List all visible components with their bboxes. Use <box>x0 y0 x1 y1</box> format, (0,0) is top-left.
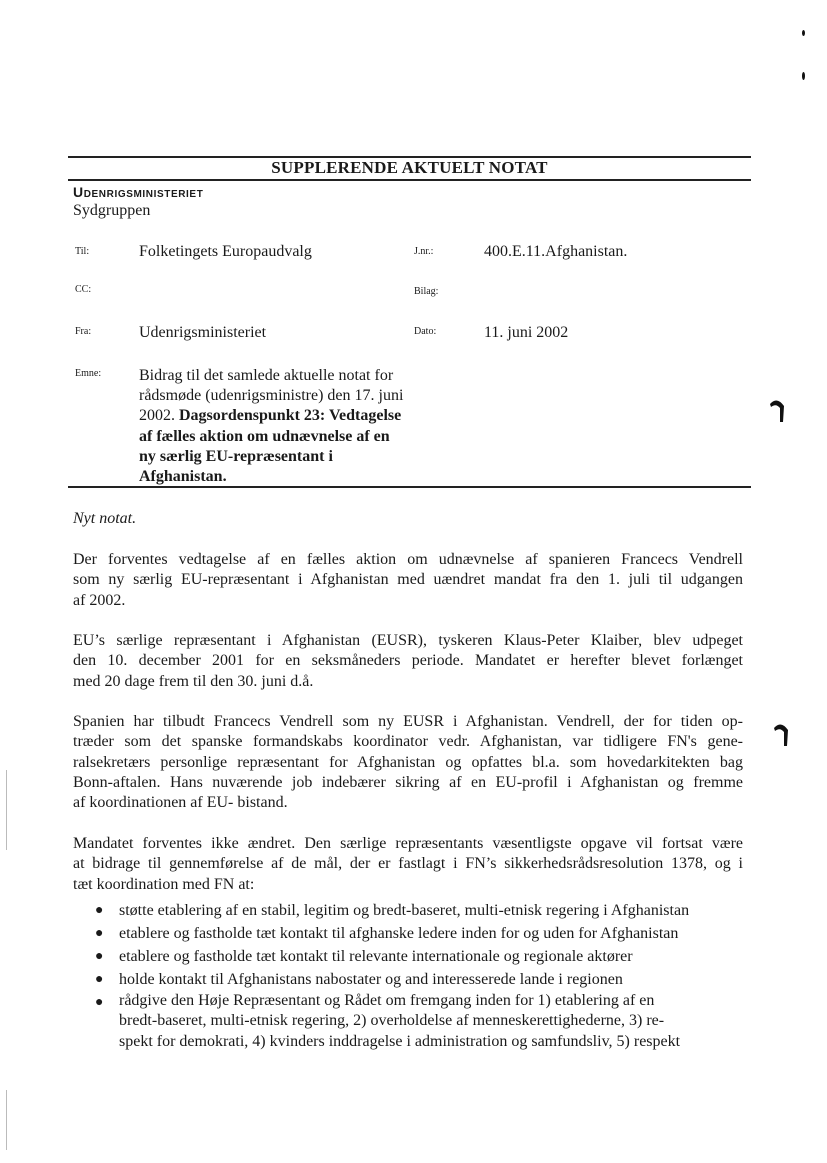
list-item <box>73 991 743 1052</box>
list-item-text: rådgive den Høje Repræsentant og Rådet om fremgang inden for 1) etablering af en <box>119 992 655 1009</box>
title-underline <box>68 179 751 181</box>
paragraph-line: som ny særlig EU-repræsentant i Afghanistan med uændret mandat fra den 1. juli til udgangen <box>73 571 743 589</box>
jnr-value: 400.E.11.Afghanistan. <box>484 243 628 260</box>
ministry-name: Udenrigsministeriet <box>73 184 204 200</box>
department-name: Sydgruppen <box>73 202 151 219</box>
scan-mark-top <box>802 30 805 36</box>
bullet-icon: ● <box>95 926 104 941</box>
fra-value: Udenrigsministeriet <box>139 324 267 341</box>
list-item <box>73 922 743 945</box>
dato-value: 11. juni 2002 <box>484 324 569 341</box>
paragraph-3 <box>73 712 743 813</box>
paragraph-line: træder som det spanske formandskabs koordinator vedr. Afghanistan, var tidligere FN's gene- <box>73 733 743 751</box>
subject-text <box>139 366 409 487</box>
bullet-icon: ● <box>95 995 104 1010</box>
paragraph-1 <box>73 550 743 611</box>
paragraph-line: af koordinationen af EU- bistand. <box>73 794 288 812</box>
scan-edge-line <box>6 770 7 850</box>
emne-label: Emne: <box>75 368 102 379</box>
paragraph-line: tæt koordination med FN at: <box>73 875 255 893</box>
til-label: Til: <box>75 246 90 257</box>
bullet-icon: ● <box>95 903 104 918</box>
subject-bold: Dagsordenspunkt 23: Vedtagelse af fælles aktion om udnævnelse af en ny særlig EU-repræsentant i Afghanistan. <box>139 407 402 486</box>
scan-mark-top-2 <box>802 72 805 80</box>
nyt-notat-label: Nyt notat. <box>73 510 137 527</box>
paragraph-line: at bidrage til gennemførelse af de mål, der er fastlagt i FN’s sikkerhedsrådsresolution 1378, og i <box>73 855 743 873</box>
dato-label: Dato: <box>414 326 437 337</box>
paragraph-line: Der forventes vedtagelse af en fælles aktion om udnævnelse af spanieren Francecs Vendrell <box>73 551 743 568</box>
bullet-icon: ● <box>95 949 104 964</box>
til-value: Folketingets Europaudvalg <box>139 243 312 260</box>
scan-edge-line-2 <box>6 1090 7 1150</box>
list-item-text: etablere og fastholde tæt kontakt til afghanske ledere inden for og uden for Afghanistan <box>119 925 679 942</box>
paragraph-2 <box>73 631 743 692</box>
list-item-text: spekt for demokrati, 4) kvinders inddragelse i administration og samfundsliv, 5) respekt <box>119 1032 681 1050</box>
bilag-label: Bilag: <box>414 286 439 297</box>
paragraph-line: Bonn-aftalen. Hans nuværende job indebærer sikring af en EU-profil i Afghanistan og fremme <box>73 773 743 791</box>
paragraph-line: med 20 dage frem til den 30. juni d.å. <box>73 672 314 690</box>
mandate-bullet-list <box>73 899 743 1052</box>
punch-hole-mark-1 <box>768 398 786 424</box>
list-item <box>73 899 743 922</box>
fields-bottom-rule <box>68 486 751 488</box>
list-item <box>73 968 743 991</box>
fra-label: Fra: <box>75 326 92 337</box>
paragraph-line: Spanien har tilbudt Francecs Vendrell som ny EUSR i Afghanistan. Vendrell, der for tiden op- <box>73 713 743 730</box>
punch-hole-mark-2 <box>772 722 790 748</box>
paragraph-line: ralsekretærs personlige repræsentant for Afghanistan og opfattes bl.a. som hovedarkitekten bag <box>73 753 743 771</box>
list-item-text: bredt-baseret, multi-etnisk regering, 2) overholdelse af menneskerettighederne, 3) re- <box>119 1012 665 1030</box>
paragraph-line: EU’s særlige repræsentant i Afghanistan (EUSR), tyskeren Klaus-Peter Klaiber, blev udpeget <box>73 632 743 649</box>
paragraph-4 <box>73 834 743 895</box>
jnr-label: J.nr.: <box>414 246 434 257</box>
paragraph-line: af 2002. <box>73 591 126 609</box>
list-item-text: holde kontakt til Afghanistans nabostater og and interesserede lande i regionen <box>119 971 623 988</box>
cc-label: CC: <box>75 284 92 295</box>
subject-plain: Bidrag til det samlede aktuelle notat for rådsmøde (udenrigsministre) den 17. juni 2002. <box>139 367 404 425</box>
list-item-text: etablere og fastholde tæt kontakt til relevante internationale og regionale aktører <box>119 948 633 965</box>
paragraph-line: Mandatet forventes ikke ændret. Den særlige repræsentants væsentligste opgave vil fortsat være <box>73 835 743 852</box>
bullet-icon: ● <box>95 972 104 987</box>
list-item-text: støtte etablering af en stabil, legitim og bredt-baseret, multi-etnisk regering i Afghanistan <box>119 902 690 919</box>
list-item <box>73 945 743 968</box>
document-title: SUPPLERENDE AKTUELT NOTAT <box>271 158 548 177</box>
paragraph-line: den 10. december 2001 for en seksmåneders periode. Mandatet er herefter blevet forlænget <box>73 652 743 670</box>
